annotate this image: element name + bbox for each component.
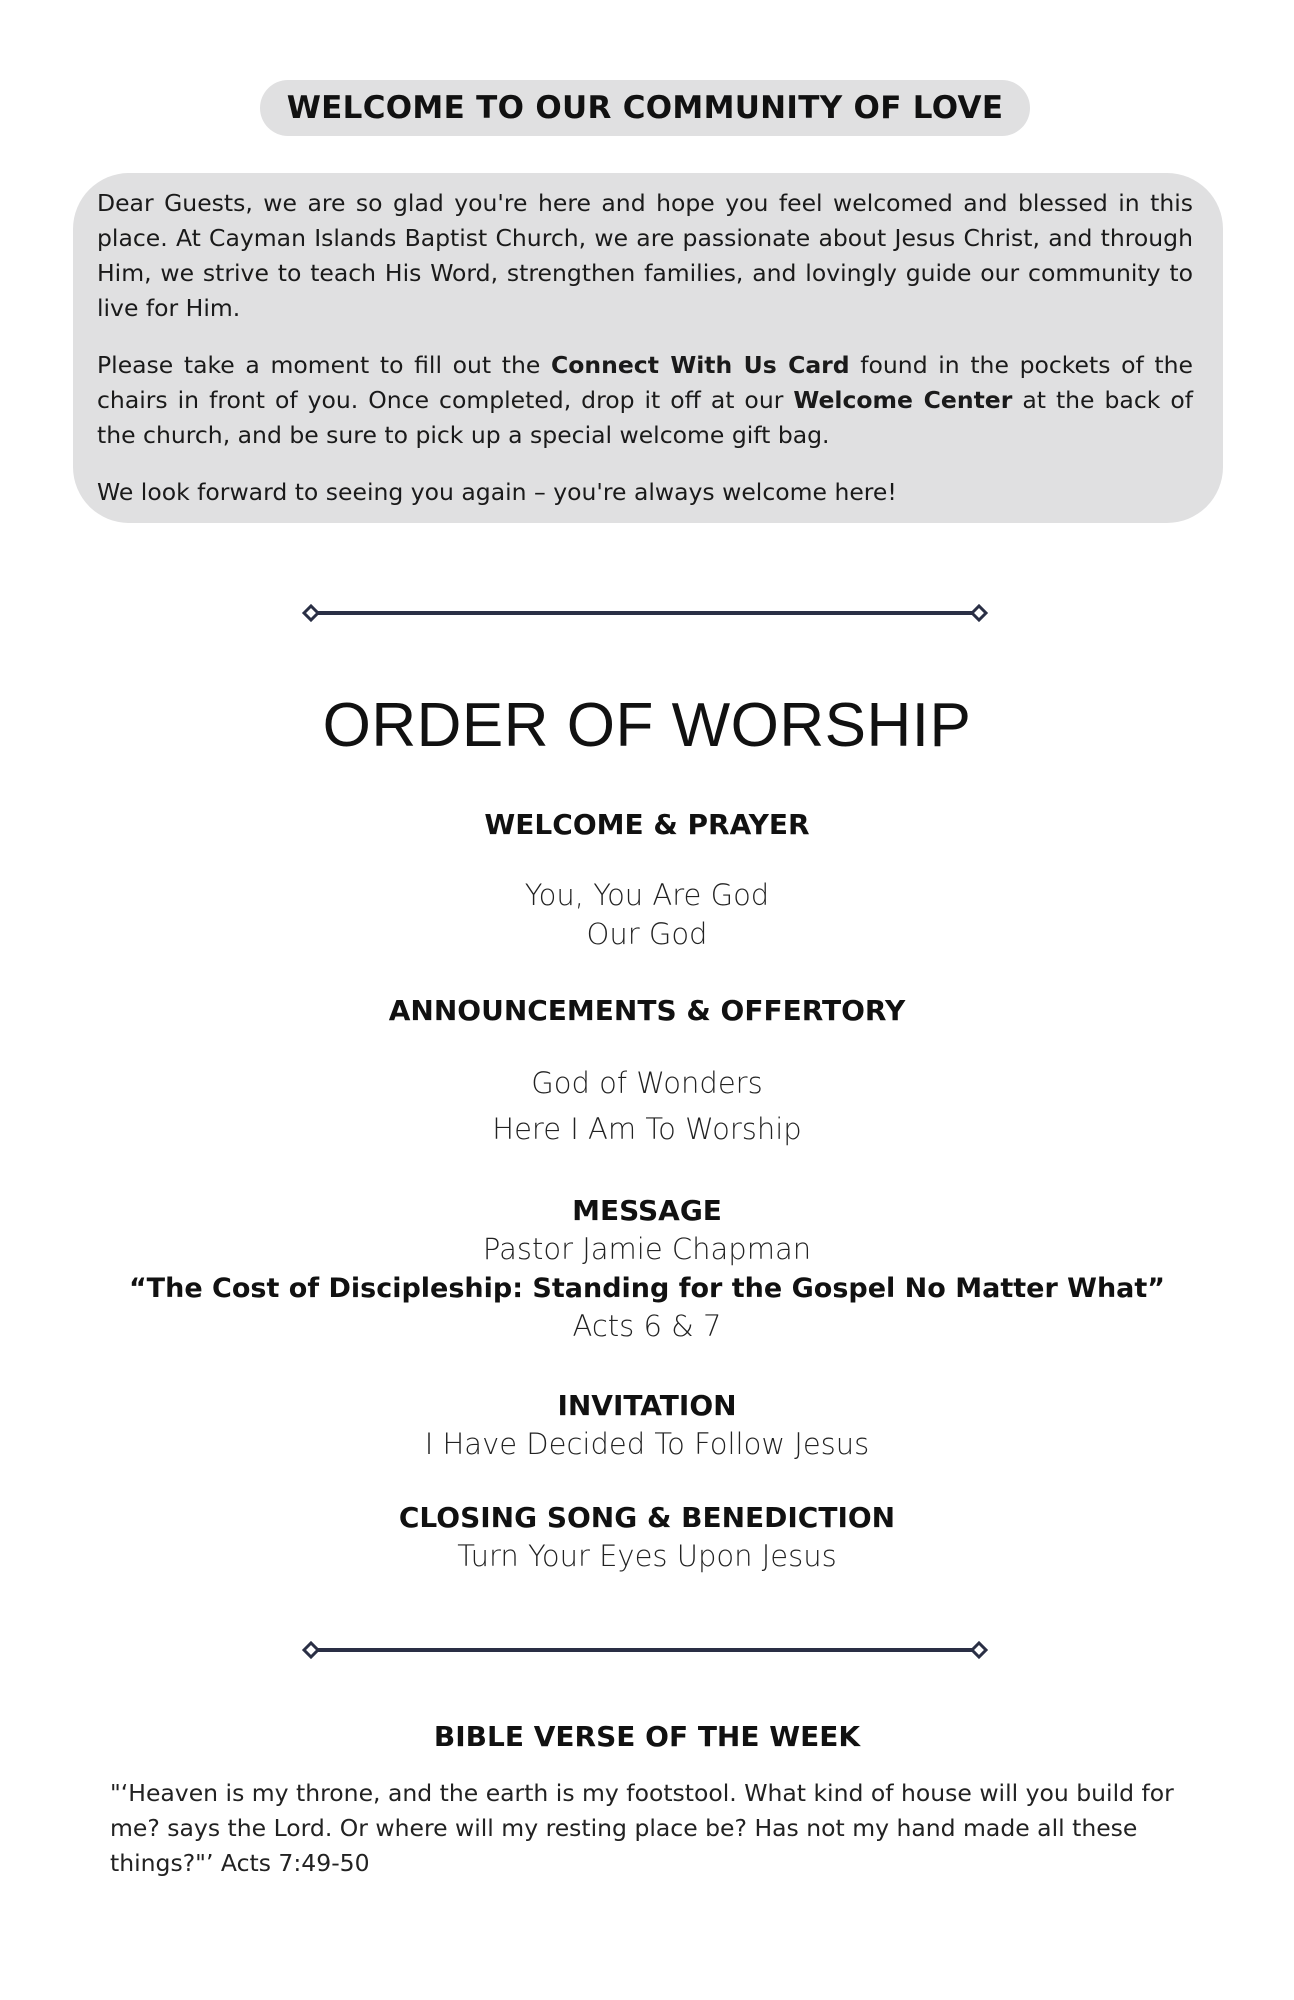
welcome-paragraph-2 — [97, 348, 1193, 453]
song-here-i-am: Here I Am To Worship — [492, 1112, 802, 1146]
welcome-paragraph-1: Dear Guests, we are so glad you're here and hope you feel welcomed and blessed in this place. At Cayman Islands Baptist Church, we are passionate about Jesus Christ, and through Him, we strive to teach His Word, strengthen families, and lovingly guide our community to live for Him. — [97, 189, 1193, 322]
invitation-heading: INVITATION — [557, 1389, 737, 1422]
para2-text-a: Please take a moment to fill out the — [97, 351, 551, 379]
connect-card-label: Connect With Us Card — [551, 351, 850, 379]
closing-heading: CLOSING SONG & BENEDICTION — [398, 1501, 896, 1534]
divider-top — [300, 603, 990, 623]
announcements-heading: ANNOUNCEMENTS & OFFERTORY — [388, 994, 906, 1027]
song-you-are-god: You, You Are God — [524, 878, 770, 912]
welcome-paragraph-3: We look forward to seeing you again – you're always welcome here! — [97, 478, 897, 506]
song-god-of-wonders: God of Wonders — [531, 1066, 763, 1100]
para2-text-e: at the back of the church, and be sure to pick up a special welcome gift bag. — [97, 386, 1194, 449]
song-our-god: Our God — [586, 917, 708, 951]
para2-text-c: found in the pockets of the chairs in front of you. Once completed, drop it off at our — [97, 351, 1193, 414]
order-of-worship-title: ORDER OF WORSHIP — [322, 691, 972, 760]
song-i-have-decided: I Have Decided To Follow Jesus — [424, 1427, 870, 1461]
divider-ornament-icon — [300, 603, 990, 623]
welcome-prayer-heading: WELCOME & PRAYER — [484, 808, 810, 841]
bible-verse-heading: BIBLE VERSE OF THE WEEK — [433, 1720, 861, 1753]
pastor-name: Pastor Jamie Chapman — [482, 1232, 812, 1266]
divider-bottom — [300, 1640, 990, 1660]
divider-ornament-icon — [300, 1640, 990, 1660]
sermon-scripture: Acts 6 & 7 — [572, 1309, 722, 1343]
welcome-heading: WELCOME TO OUR COMMUNITY OF LOVE — [260, 80, 1030, 136]
bible-verse-text: "‘Heaven is my throne, and the earth is my footstool. What kind of house will you build for me? says the Lord. Or where will my resting place be? Has not my hand made all these things?"’ Acts 7:49-50 — [110, 1779, 1174, 1877]
song-turn-your-eyes: Turn Your Eyes Upon Jesus — [457, 1539, 837, 1573]
sermon-title: “The Cost of Discipleship: Standing for the Gospel No Matter What” — [128, 1273, 1166, 1304]
message-heading: MESSAGE — [572, 1194, 722, 1227]
welcome-center-label: Welcome Center — [793, 386, 1013, 414]
welcome-panel — [73, 173, 1223, 523]
